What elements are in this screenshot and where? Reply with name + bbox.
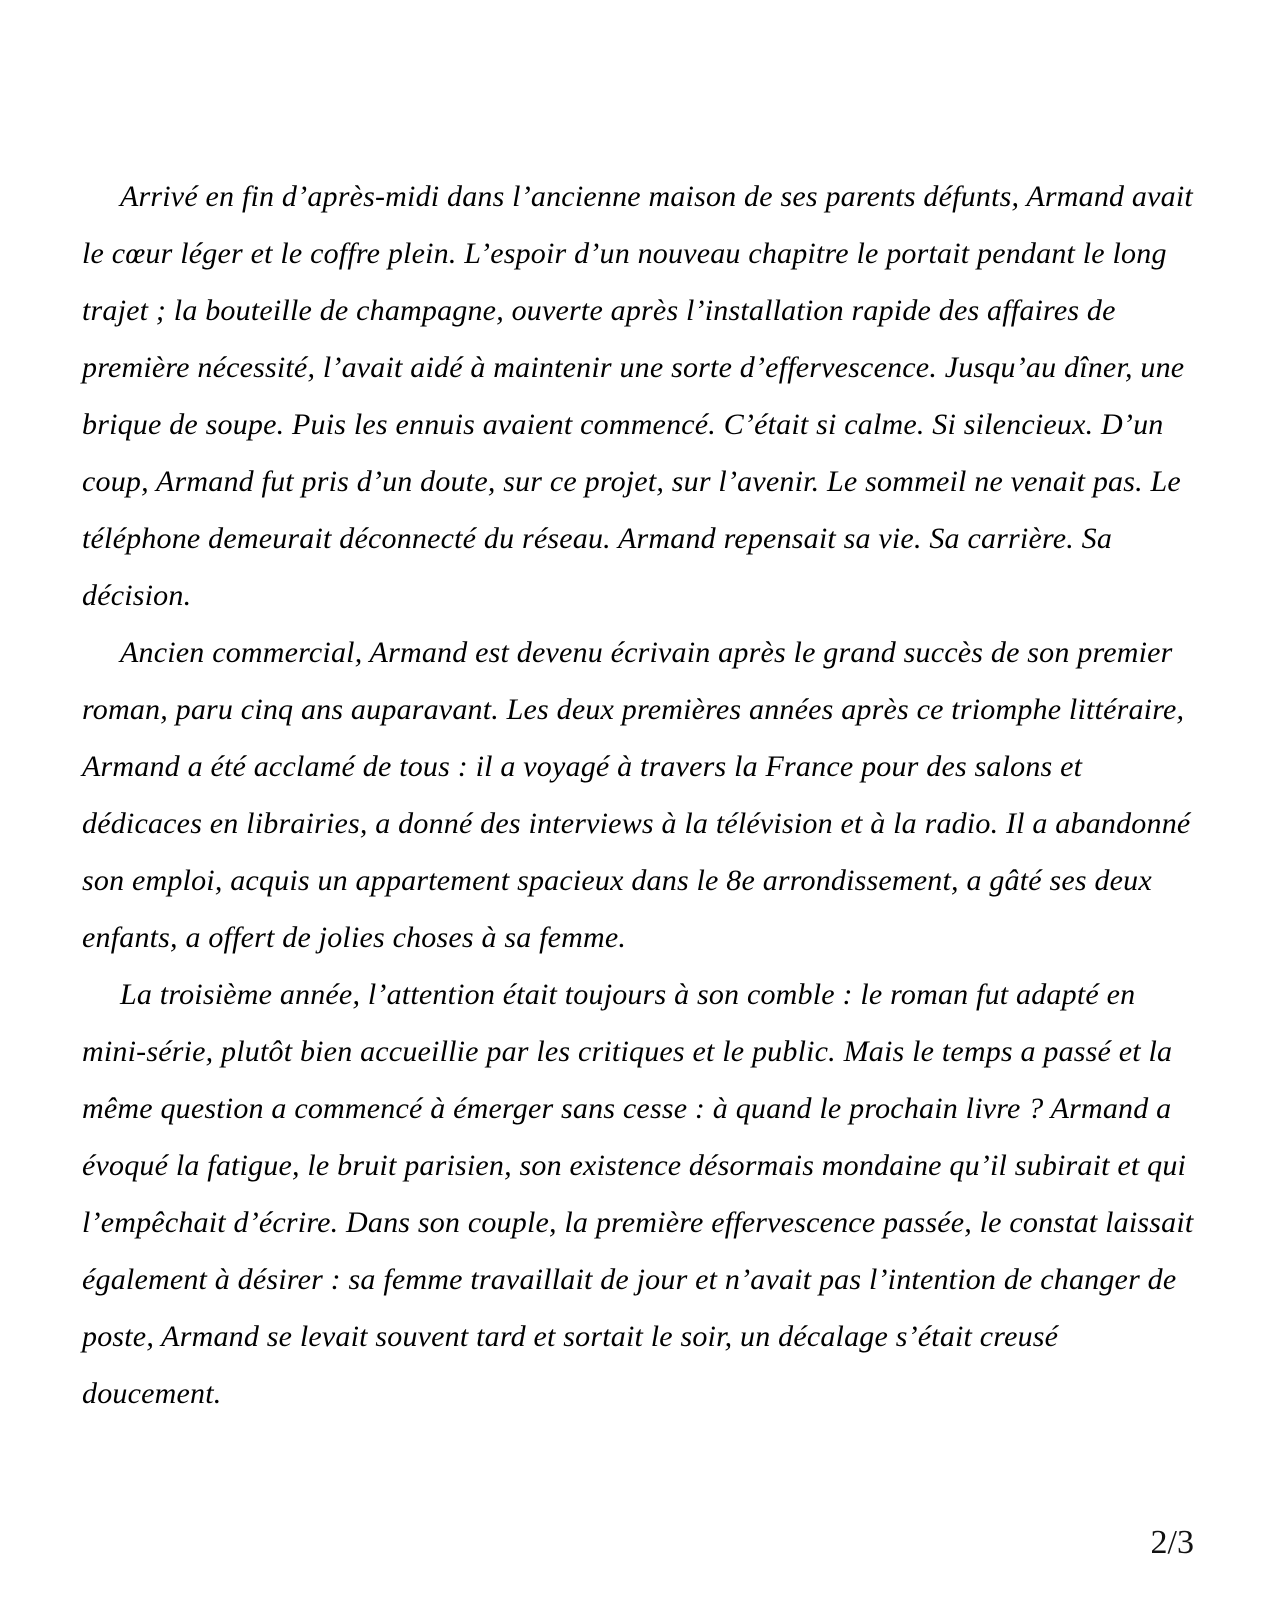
body-text bbox=[82, 168, 1198, 1422]
body-paragraph: Arrivé en fin d’après-midi dans l’ancienne maison de ses parents défunts, Armand avait le cœur léger et le coffre plein. L’espoir d’un nouveau chapitre le portait pendant le long trajet ; la bouteille de champagne, ouverte après l’installation rapide des affaires de première nécessité, l’avait aidé à maintenir une sorte d’effervescence. Jusqu’au dîner, une brique de soupe. Puis les ennuis avaient commencé. C’était si calme. Si silencieux. D’un coup, Armand fut pris d’un doute, sur ce projet, sur l’avenir. Le sommeil ne venait pas. Le téléphone demeurait déconnecté du réseau. Armand repensait sa vie. Sa carrière. Sa décision. bbox=[82, 180, 1193, 612]
body-paragraph: Ancien commercial, Armand est devenu écrivain après le grand succès de son premier roman, paru cinq ans auparavant. Les deux premières années après ce triomphe littéraire, Armand a été acclamé de tous : il a voyagé à travers la France pour des salons et dédicaces en librairies, a donné des interviews à la télévision et à la radio. Il a abandonné son emploi, acquis un appartement spacieux dans le 8e arrondissement, a gâté ses deux enfants, a offert de jolies choses à sa femme. bbox=[82, 636, 1191, 954]
body-paragraph: La troisième année, l’attention était toujours à son comble : le roman fut adapté en mini-série, plutôt bien accueillie par les critiques et le public. Mais le temps a passé et la même question a commencé à émerger sans cesse : à quand le prochain livre ? Armand a évoqué la fatigue, le bruit parisien, son existence désormais mondaine qu’il subirait et qui l’empêchait d’écrire. Dans son couple, la première effervescence passée, le constat laissait également à désirer : sa femme travaillait de jour et n’avait pas l’intention de changer de poste, Armand se levait souvent tard et sortait le soir, un décalage s’était creusé doucement. bbox=[82, 978, 1194, 1410]
page-number: 2/3 bbox=[1150, 1524, 1194, 1561]
